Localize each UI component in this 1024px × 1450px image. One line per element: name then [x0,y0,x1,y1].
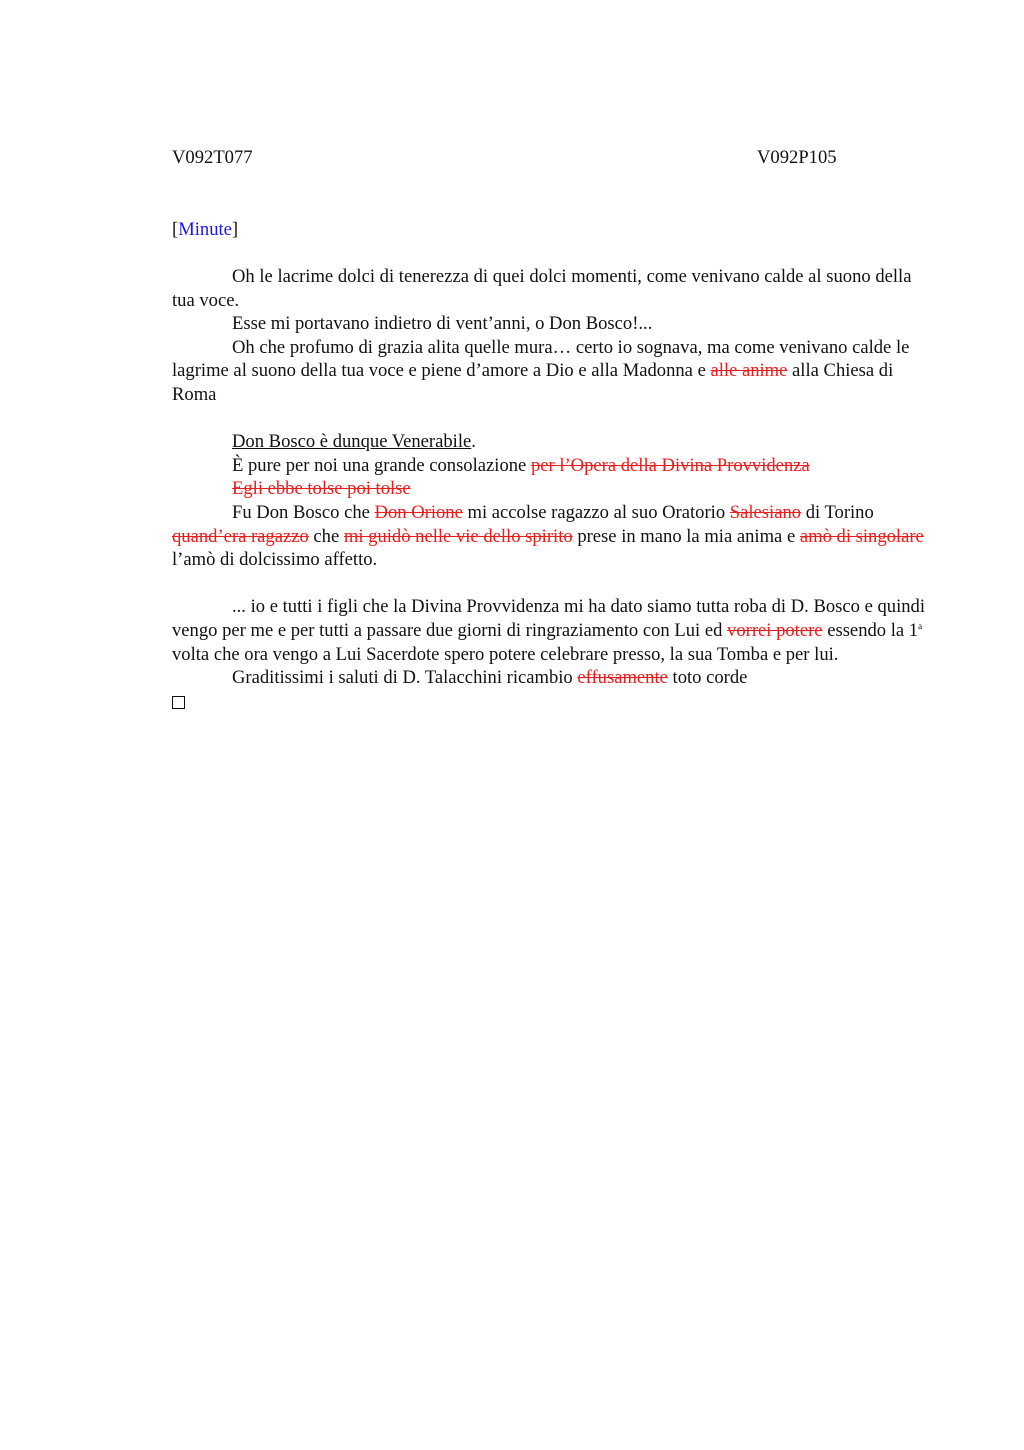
deleted-text: Egli ebbe tolse poi tolse [232,478,411,500]
text-run: ... io e tutti i figli che la Divina Provvidenza mi ha dato siamo tutta roba di D. Bosco e quindi vengo per me e per tutti a passare due giorni di ringraziamento con Lui ed [172,596,925,641]
text-run: mi accolse ragazzo al suo Oratorio [462,501,730,523]
paragraph-6 [172,501,928,572]
underlined-text: Don Bosco è dunque Venerabile [232,431,472,453]
text-run: alla Chiesa di Roma [172,360,894,405]
text-run: Oh che profumo di grazia alita quelle mura… certo io sognava, ma come venivano calde le lagrime al suono della tua voce e piene d’amore a Dio e alla Madonna e [172,336,910,382]
paragraph-5 [172,454,928,478]
document-header [172,146,928,170]
document-body [172,265,928,715]
document-type-tag [172,218,238,242]
tag-close-bracket: ] [231,219,239,240]
deleted-text: per l’Opera della Divina Provvidenza [530,454,810,476]
deleted-text: vorrei potere [727,619,823,641]
paragraph-1: Oh le lacrime dolci di tenerezza di quei dolci momenti, come venivano calde al suono della tua voce. [172,266,912,311]
text-run: volta che ora vengo a Lui Sacerdote spero potere celebrare presso, la sua Tomba e per lui. [172,643,839,665]
paragraph-4 [172,430,928,454]
end-box-marker [172,690,928,716]
paragraph-2: Esse mi portavano indietro di vent’anni, o Don Bosco!... [232,313,653,335]
tag-label: Minute [178,219,232,240]
deleted-text: Salesiano [729,501,802,523]
text-run: essendo la 1 [822,619,919,641]
text-run: . [471,431,476,453]
text-run: che [308,525,344,547]
text-run: È pure per noi una grande consolazione [232,454,531,476]
paragraph-3 [172,336,928,407]
header-left-code: V092T077 [172,147,253,168]
tag-open-bracket: [ [172,219,179,240]
square-icon [172,696,185,709]
text-run: Graditissimi i saluti di D. Talacchini ricambio [232,667,578,689]
document-page [172,146,928,689]
text-run: l’amò di dolcissimo affetto. [172,549,378,571]
deleted-text: mi guidò nelle vie dello spirito [343,525,573,547]
header-right-code: V092P105 [757,147,837,168]
paragraph-8 [172,666,928,690]
text-run: di Torino [801,501,874,523]
paragraph-7 [172,595,928,666]
text-run: prese in mano la mia anima e [572,525,800,547]
text-run: Fu Don Bosco che [232,501,375,523]
text-run: toto corde [667,667,748,689]
paragraph-gap [172,572,928,596]
paragraph-5-continued [172,477,928,501]
deleted-text: amò di singolare [799,525,924,547]
paragraph-gap [172,407,928,431]
superscript: a [918,620,923,631]
deleted-text: alle anime [710,360,788,382]
deleted-text: Don Orione [374,501,463,523]
deleted-text: quand’era ragazzo [172,525,309,547]
deleted-text: effusamente [577,667,668,689]
